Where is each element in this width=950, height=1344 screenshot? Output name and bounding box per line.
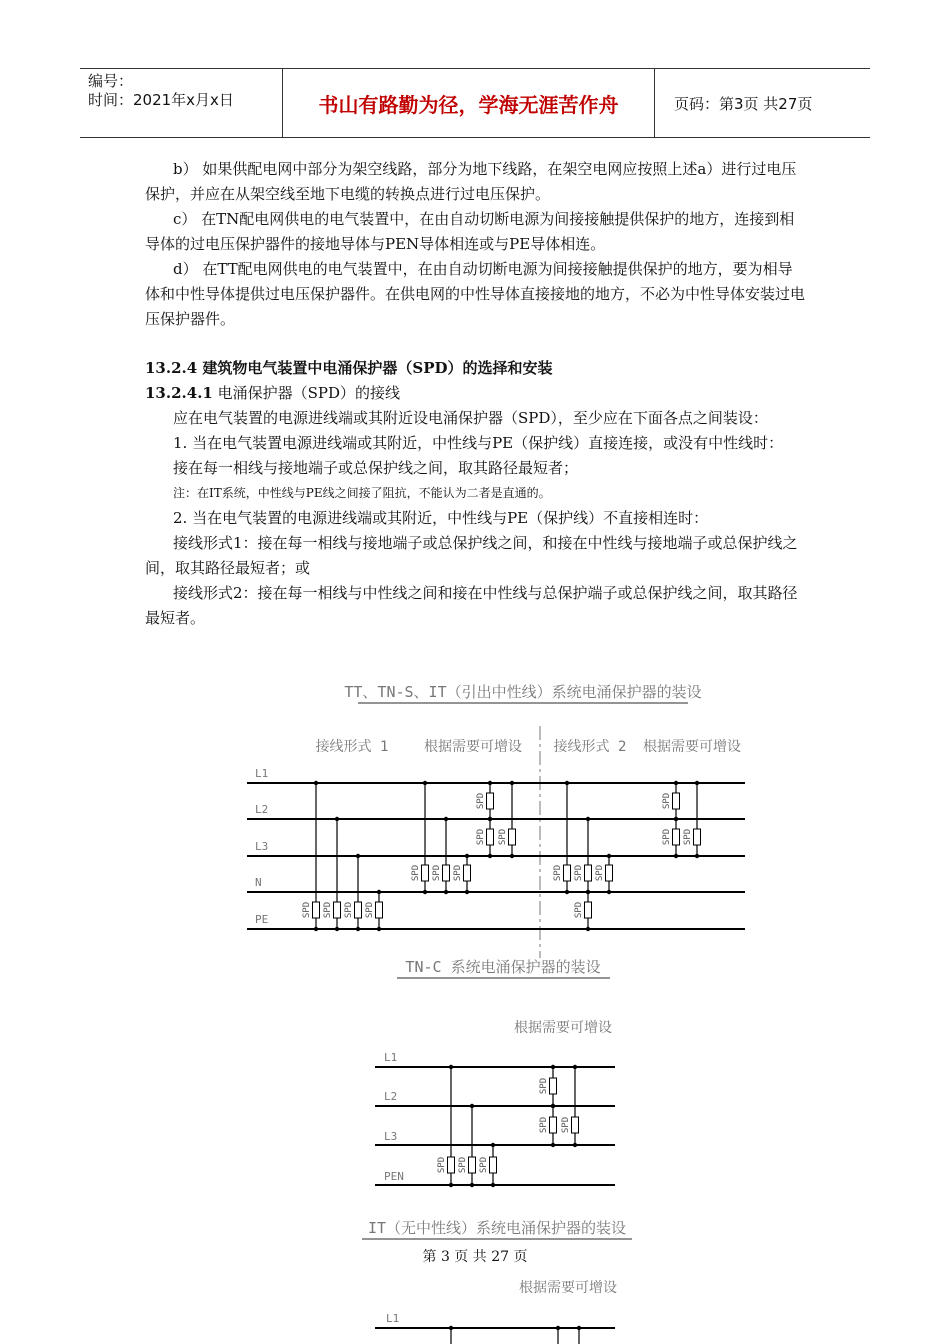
spd-label: SPD bbox=[683, 828, 693, 846]
spd-symbol bbox=[673, 793, 680, 809]
paragraph-b: b） 如果供配电网中部分为架空线路，部分为地下线路，在架空电网应按照上述a）进行过电压保护，并应在从架空线至地下电缆的转换点进行过电压保护。 bbox=[145, 160, 797, 203]
spd-label: SPD bbox=[432, 864, 442, 882]
figure-2-schematic bbox=[375, 1065, 615, 1187]
optional-label-4: 根据需要可增设 bbox=[519, 1280, 617, 1296]
spd-label: SPD bbox=[539, 1077, 549, 1095]
number-label: 编号： bbox=[88, 72, 134, 90]
spd-label: SPD bbox=[476, 828, 486, 846]
page-footer: 第 3 页 共 27 页 bbox=[422, 1249, 528, 1265]
fig2-line-label-L3: L3 bbox=[384, 1130, 398, 1143]
figure-2-line-labels bbox=[384, 1051, 404, 1183]
figure-2-title: TN-C 系统电涌保护器的装设 bbox=[405, 958, 601, 976]
spd-symbol bbox=[550, 1117, 557, 1133]
spd-symbol bbox=[469, 1157, 476, 1173]
spd-label: SPD bbox=[574, 901, 584, 919]
fig2-line-label-L1: L1 bbox=[384, 1051, 398, 1064]
spd-symbol bbox=[313, 902, 320, 918]
spd-label: SPD bbox=[662, 792, 672, 810]
spd-symbol bbox=[564, 865, 571, 881]
time-label: 时间：2021年x月x日 bbox=[88, 91, 234, 109]
paragraph-note: 注：在IT系统，中性线与PE线之间接了阻抗，不能认为二者是直通的。 bbox=[173, 486, 551, 500]
spd-symbol bbox=[572, 1117, 579, 1133]
figure-1 bbox=[247, 683, 745, 978]
spd-label: SPD bbox=[539, 1116, 549, 1134]
fig1-line-label-N: N bbox=[255, 876, 262, 889]
figure-3 bbox=[375, 1279, 617, 1344]
spd-label: SPD bbox=[453, 864, 463, 882]
optional-label-1: 根据需要可增设 bbox=[424, 739, 522, 755]
optional-label-2: 根据需要可增设 bbox=[643, 739, 741, 755]
spd-symbol bbox=[448, 1157, 455, 1173]
form2-label: 接线形式 2 bbox=[553, 739, 627, 755]
figure-1-line-labels bbox=[255, 767, 268, 926]
fig1-line-label-L1: L1 bbox=[255, 767, 269, 780]
spd-label: SPD bbox=[344, 901, 354, 919]
paragraph-c: c） 在TN配电网供电的电气装置中，在由自动切断电源为间接接触提供保护的地方，连接到相导体的过电压保护器件的接地导体与PEN导体相连或与PE导体相连。 bbox=[145, 210, 795, 253]
paragraph-intro: 应在电气装置的电源进线端或其附近设电涌保护器（SPD），至少应在下面各点之间装设： bbox=[173, 409, 768, 427]
spd-symbol bbox=[464, 865, 471, 881]
spd-label: SPD bbox=[476, 792, 486, 810]
fig1-line-label-L3: L3 bbox=[255, 840, 269, 853]
figure-3-title: IT（无中性线）系统电涌保护器的装设 bbox=[367, 1219, 627, 1237]
figure-1-title: TT、TN-S、IT（引出中性线）系统电涌保护器的装设 bbox=[344, 683, 702, 701]
paragraph-d: d） 在TT配电网供电的电气装置中，在由自动切断电源为间接接触提供保护的地方，要为相导体和中性导体提供过电压保护器件。在供电网的中性导体直接接地的地方，不必为中性导体安装过电压保护器件。 bbox=[145, 260, 806, 328]
header-motto: 书山有路勤为径，学海无涯苦作舟 bbox=[282, 69, 655, 137]
paragraph-item2: 2. 当在电气装置的电源进线端或其附近，中性线与PE（保护线）不直接相连时： bbox=[173, 509, 709, 527]
form1-label: 接线形式 1 bbox=[315, 739, 389, 755]
spd-symbol bbox=[443, 865, 450, 881]
spd-label: SPD bbox=[323, 901, 333, 919]
paragraph-item1: 1. 当在电气装置电源进线端或其附近，中性线与PE（保护线）直接连接，或没有中性线时： bbox=[173, 434, 784, 452]
spd-label: SPD bbox=[437, 1156, 447, 1174]
spd-label: SPD bbox=[302, 901, 312, 919]
section-heading-13-2-4: 13.2.4 建筑物电气装置中电涌保护器（SPD）的选择和安装 bbox=[145, 359, 553, 377]
spd-symbol bbox=[490, 1157, 497, 1173]
fig1-line-label-L2: L2 bbox=[255, 803, 269, 816]
spd-label: SPD bbox=[365, 901, 375, 919]
paragraph-item1-detail: 接在每一相线与接地端子或总保护线之间，取其路径最短者； bbox=[173, 459, 579, 477]
spd-label: SPD bbox=[458, 1156, 468, 1174]
spd-symbol bbox=[487, 793, 494, 809]
spd-symbol bbox=[585, 902, 592, 918]
spd-symbol bbox=[606, 865, 613, 881]
spd-label: SPD bbox=[553, 864, 563, 882]
spd-symbol bbox=[487, 829, 494, 845]
spd-label: SPD bbox=[574, 864, 584, 882]
page-label-text: 页码：第3页 共27页 bbox=[674, 94, 813, 113]
figure-1-schematic bbox=[247, 781, 745, 931]
fig2-line-label-PEN: PEN bbox=[384, 1170, 404, 1183]
spd-symbol bbox=[355, 902, 362, 918]
spd-label: SPD bbox=[479, 1156, 489, 1174]
spd-symbol bbox=[694, 829, 701, 845]
spd-symbol bbox=[334, 902, 341, 918]
spd-label: SPD bbox=[595, 864, 605, 882]
fig1-line-label-PE: PE bbox=[255, 913, 269, 926]
paragraph-form2: 接线形式2：接在每一相线与中性线之间和接在中性线与总保护端子或总保护线之间，取其路径最短者。 bbox=[145, 584, 798, 627]
spd-symbol bbox=[673, 829, 680, 845]
optional-label-3: 根据需要可增设 bbox=[514, 1020, 612, 1036]
figure-3-schematic bbox=[375, 1326, 615, 1344]
paragraph-form1: 接线形式1：接在每一相线与接地端子或总保护线之间，和接在中性线与接地端子或总保护线之间，取其路径最短者；或 bbox=[145, 534, 798, 577]
spd-label: SPD bbox=[498, 828, 508, 846]
spd-label: SPD bbox=[411, 864, 421, 882]
spd-symbol bbox=[376, 902, 383, 918]
fig3-line-label-L1: L1 bbox=[386, 1312, 400, 1325]
spd-label: SPD bbox=[561, 1116, 571, 1134]
spd-label: SPD bbox=[662, 828, 672, 846]
heading-text: 电涌保护器（SPD）的接线 bbox=[212, 384, 401, 402]
spd-symbol bbox=[550, 1078, 557, 1094]
figure-2 bbox=[362, 1019, 632, 1239]
spd-symbol bbox=[422, 865, 429, 881]
spd-symbol bbox=[585, 865, 592, 881]
spd-symbol bbox=[509, 829, 516, 845]
heading-number: 13.2.4.1 bbox=[145, 384, 213, 402]
fig2-line-label-L2: L2 bbox=[384, 1090, 398, 1103]
